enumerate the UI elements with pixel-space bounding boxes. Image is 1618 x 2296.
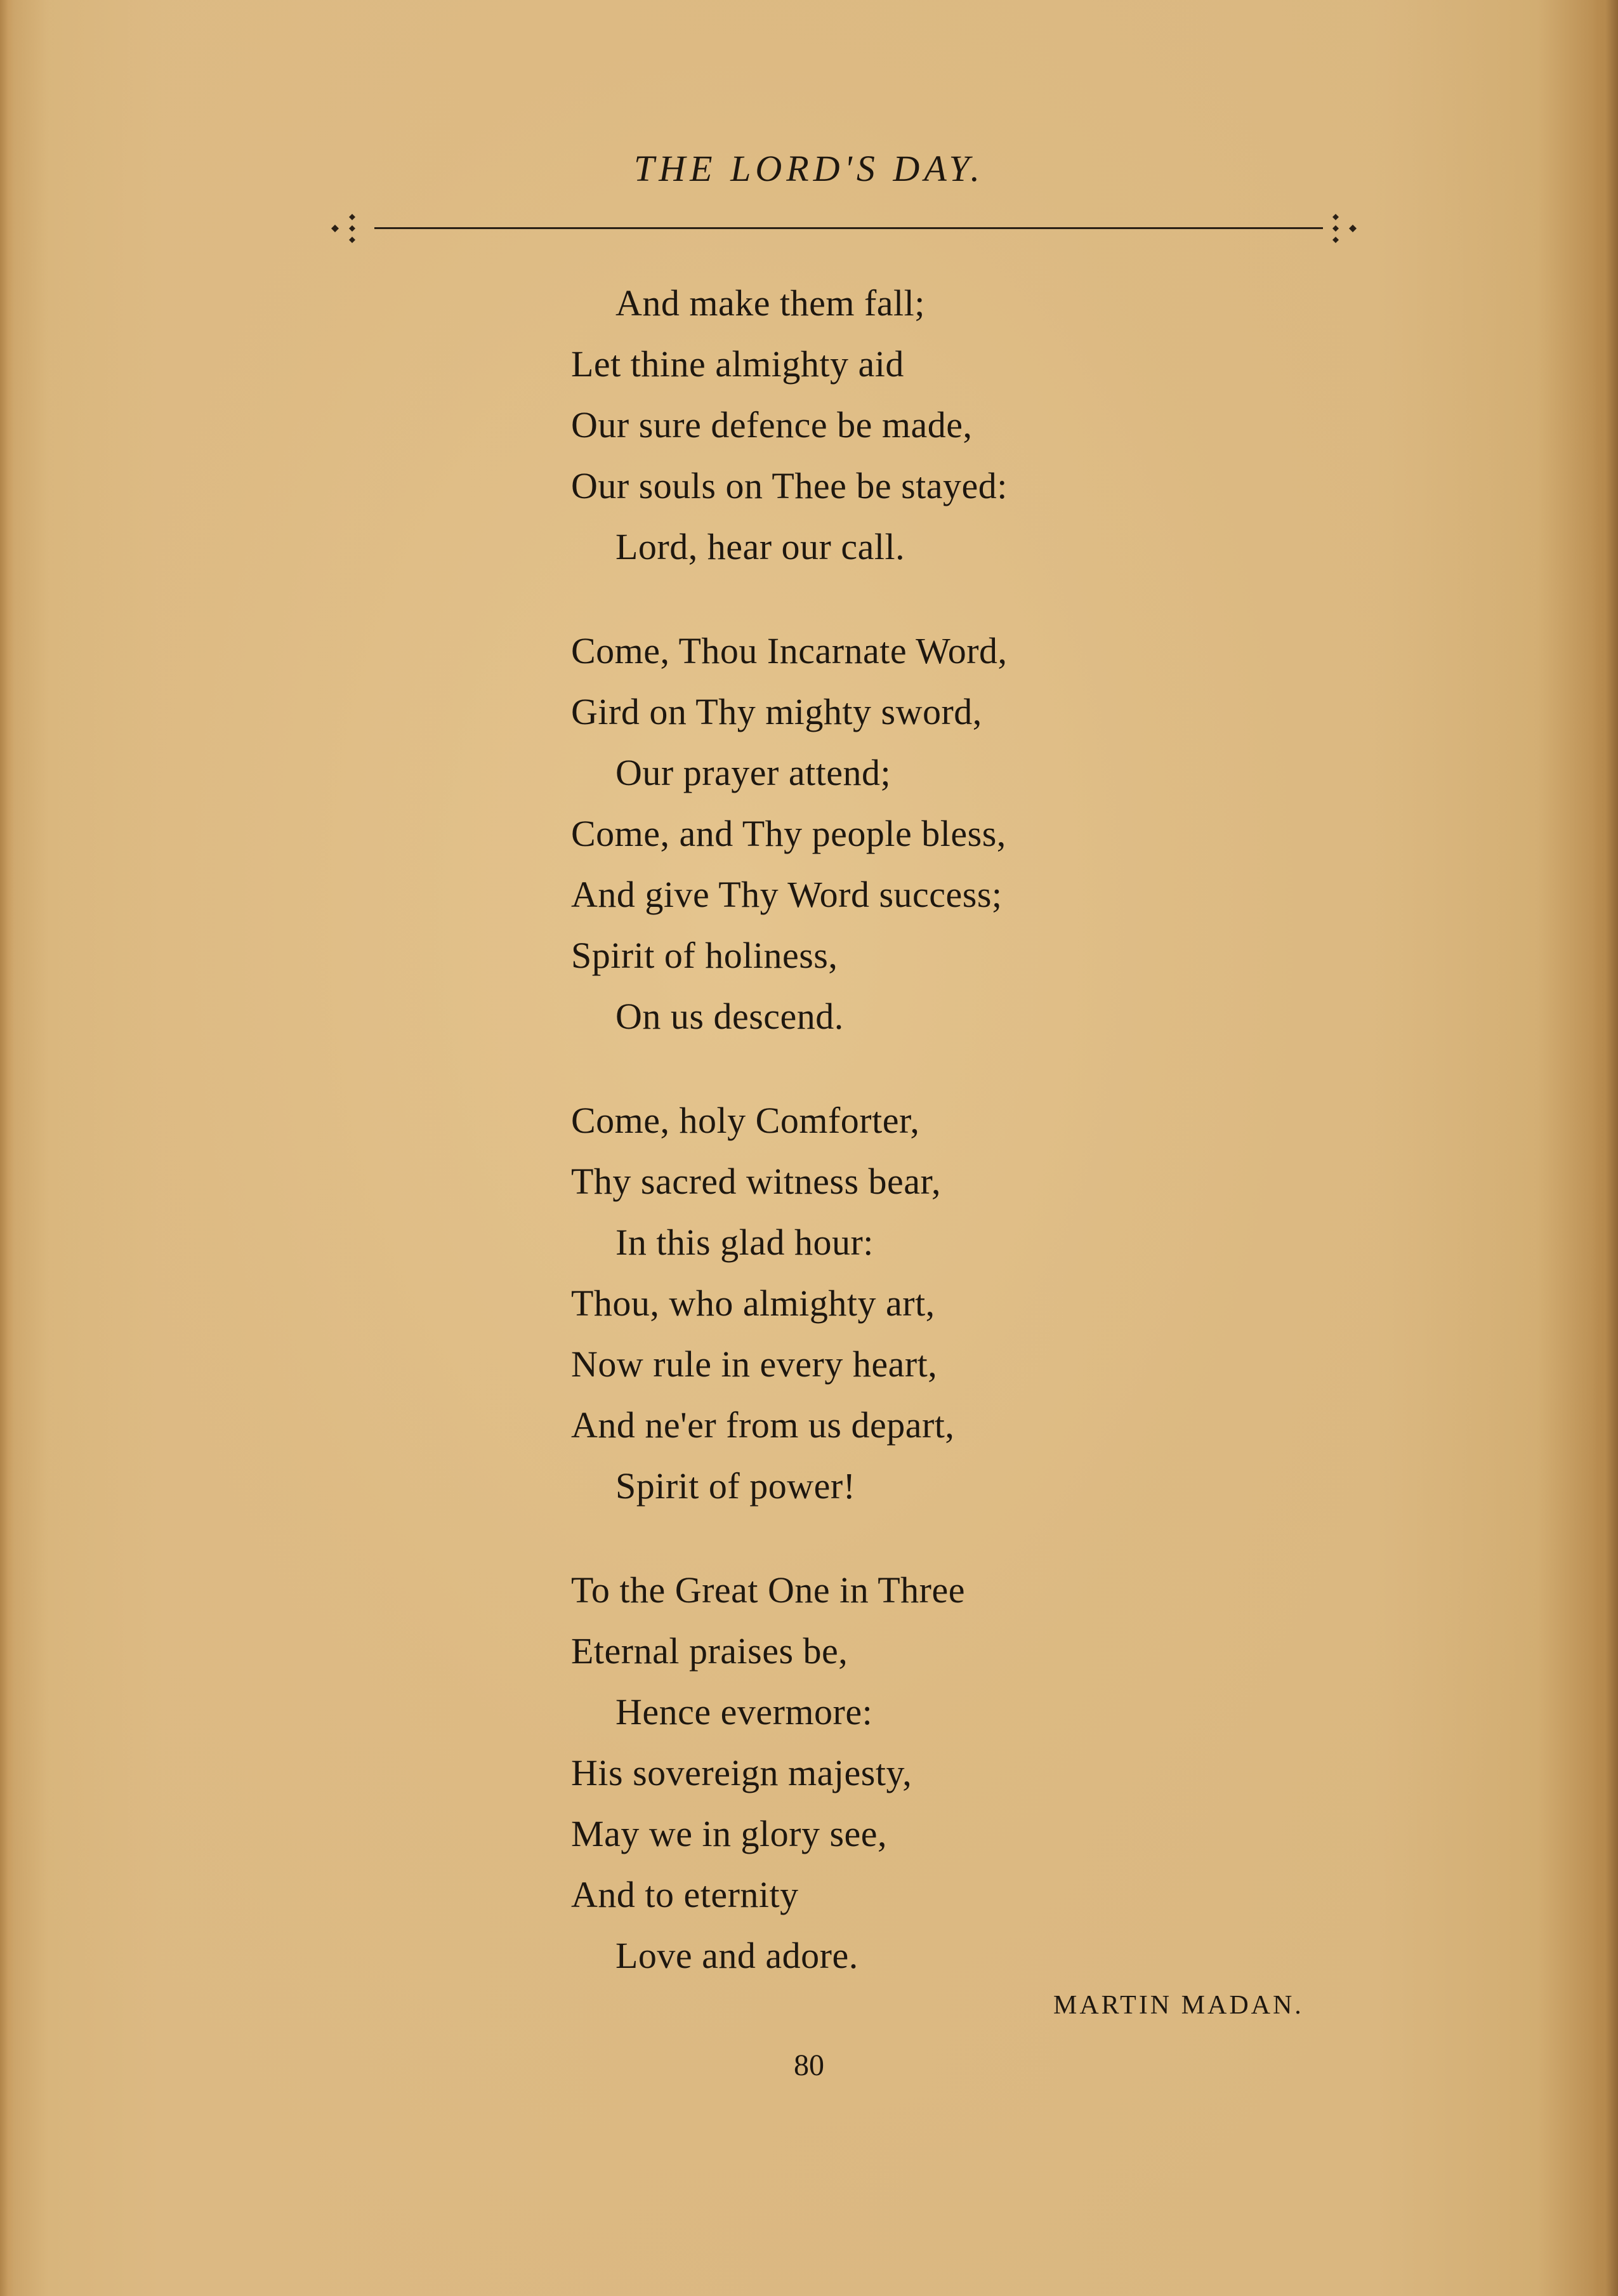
stanza: [571, 273, 1396, 577]
stanza: [571, 621, 1396, 1047]
ornament-left: [324, 209, 362, 247]
poem-line: Come, and Thy people bless,: [571, 813, 1006, 854]
poem-line: Gird on Thy mighty sword,: [571, 691, 982, 732]
poem-line: Come, holy Comforter,: [571, 1100, 920, 1141]
page-left-edge: [0, 0, 14, 2296]
header-rule: [374, 227, 1323, 229]
poem-line: Lord, hear our call.: [615, 526, 905, 567]
hymn-text: [571, 273, 1396, 2029]
running-header: THE LORD'S DAY.: [634, 148, 984, 189]
poem-line: Our sure defence be made,: [571, 404, 973, 445]
poem-line: And ne'er from us depart,: [571, 1404, 955, 1446]
poem-line: Our souls on Thee be stayed:: [571, 465, 1008, 506]
page-right-edge: [1593, 0, 1618, 2296]
poem-line: Hence evermore:: [615, 1691, 873, 1732]
poem-line: Love and adore.: [615, 1935, 858, 1976]
author-attribution: MARTIN MADAN.: [1053, 1991, 1304, 2020]
poem-line: Come, Thou Incarnate Word,: [571, 630, 1008, 671]
poem-line: On us descend.: [615, 996, 844, 1037]
poem-line: His sovereign majesty,: [571, 1752, 912, 1793]
page-number: 80: [794, 2049, 824, 2082]
poem-line: Let thine almighty aid: [571, 343, 904, 385]
poem-line: And to eternity: [571, 1874, 799, 1915]
poem-line: Spirit of holiness,: [571, 935, 838, 976]
ornament-right: [1326, 209, 1364, 247]
poem-line: And make them fall;: [615, 282, 925, 324]
poem-line: Spirit of power!: [615, 1465, 856, 1507]
stanza: [571, 1090, 1396, 1517]
poem-line: And give Thy Word success;: [571, 874, 1003, 915]
poem-line: Eternal praises be,: [571, 1630, 848, 1672]
poem-line: Our prayer attend;: [615, 752, 891, 793]
stanza: [571, 1560, 1396, 1986]
poem-line: In this glad hour:: [615, 1222, 874, 1263]
poem-line: Thou, who almighty art,: [571, 1283, 935, 1324]
poem-line: Thy sacred witness bear,: [571, 1161, 942, 1202]
poem-line: Now rule in every heart,: [571, 1343, 938, 1385]
poem-line: May we in glory see,: [571, 1813, 888, 1854]
poem-line: To the Great One in Three: [571, 1569, 965, 1611]
